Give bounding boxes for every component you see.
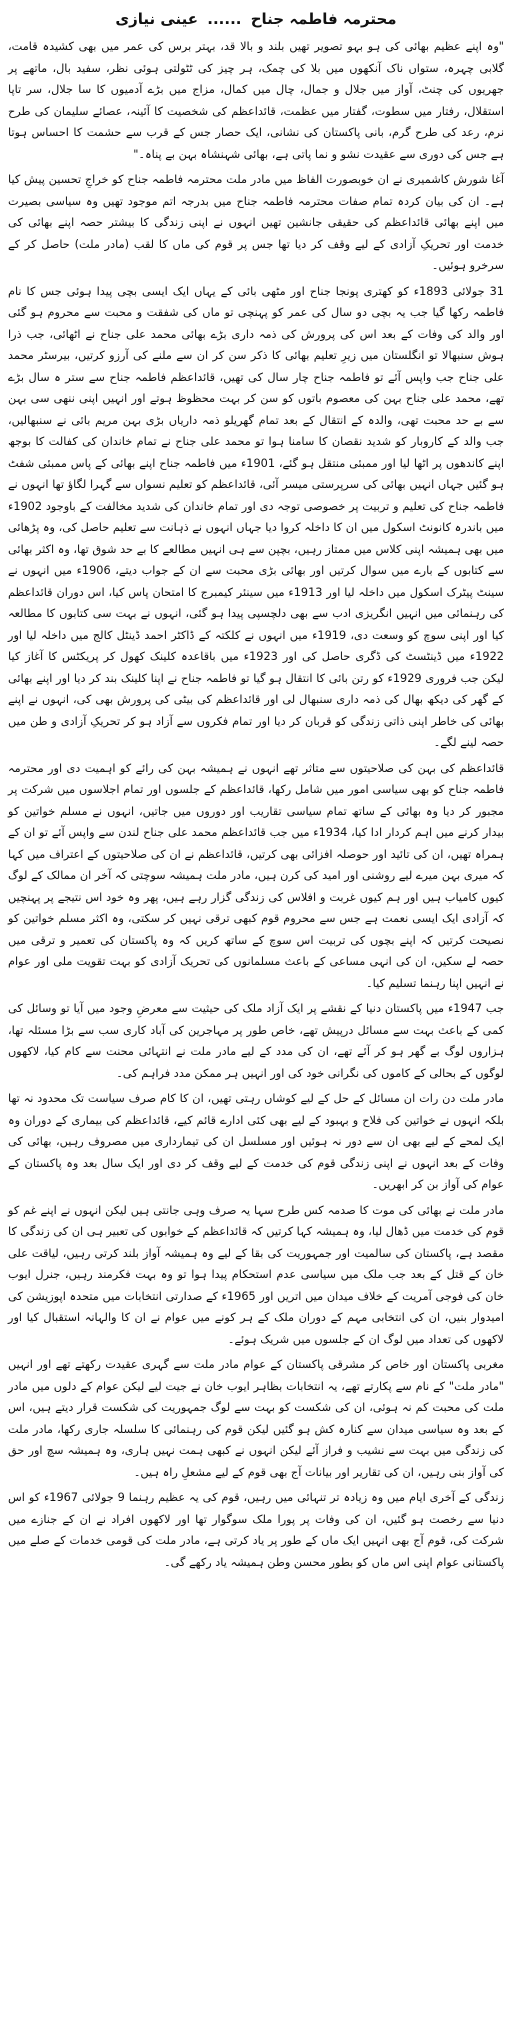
article-paragraph: مادر ملت دن رات ان مسائل کے حل کے لیے کوشاں رہتی تھیں، ان کا کام صرف سیاست تک محدود نہ تھا بلکہ انہوں نے خواتین کی فلاح و بہبود کے لیے بھی کئی ادارے قائم کیے، قائداعظم کی بیماری کے دوران وہ ایک لمحے کے لیے بھی ان سے دور نہ ہوئیں اور مسلسل ان کی تیمارداری میں مصروف رہیں، بھائی کی وفات کے بعد انہوں نے اپنی زندگی قوم کی خدمت کے لیے وقف کر دی اور ایک سال بعد وہ پاکستان کے عوام کی آواز بن کر ابھریں۔ bbox=[8, 1092, 504, 1191]
article-paragraph: جب 1947ء میں پاکستان دنیا کے نقشے پر ایک آزاد ملک کی حیثیت سے معرضِ وجود میں آیا تو وسائل کی کمی کے باعث بہت سے مسائل درپیش تھے، خاص طور پر مہاجرین کی آباد کاری سب سے بڑا مسئلہ تھا، ہزاروں لوگ بے گھر ہو کر آئے تھے، ان کی مدد کے لیے مادر ملت نے انتہائی محنت سے کام کیا، لاکھوں لوگوں کے بحالی کے کاموں کی نگرانی خود کی اور انہیں ہر ممکن مدد فراہم کی۔ bbox=[8, 1002, 504, 1080]
article-body bbox=[8, 36, 504, 1573]
article-paragraph: زندگی کے آخری ایام میں وہ زیادہ تر تنہائی میں رہیں، قوم کی یہ عظیم رہنما 9 جولائی 1967ء کو اس دنیا سے رخصت ہو گئیں، ان کی وفات پر پورا ملک سوگوار تھا اور لاکھوں افراد نے ان کے جنازے میں شرکت کی، قوم آج بھی انہیں ایک ماں کے طور پر یاد کرتی ہے، مادر ملت کی قومی خدمات کے صلے میں پاکستانی عوام اپنی اس ماں کو بطور محسن وطن ہمیشہ یاد رکھے گی۔ bbox=[8, 1491, 504, 1569]
article-paragraph: 31 جولائی 1893ء کو کھتری پونجا جناح اور مٹھی بائی کے یہاں ایک ایسی بچی پیدا ہوئی جس کا نام فاطمہ رکھا گیا جب یہ بچی دو سال کی عمر کو پہنچی تو ماں کی شفقت و محبت سے محروم ہو گئی اور والد کی وفات کے بعد اس کی پرورش کی ذمہ داری بڑے بھائی محمد علی جناح نے اٹھائی، جب ذرا ہوش سنبھالا تو انگلستان میں زیرِ تعلیم بھائی کا ذکر سن کر ان سے ملنے کی آرزو کرتیں، بیرسٹر محمد علی جناح جب واپس آئے تو فاطمہ جناح چار سال کی تھیں، قائداعظم فاطمہ جناح سے ستر ہ سال بڑے تھے، محمد علی جناح بہن کی معصوم باتوں کو سن کر بہت محظوظ ہوتے اور انہیں اپنی ننھی سی بہن سے بے حد محبت تھی، والدہ کے انتقال کے بعد تمام گھریلو ذمہ داریاں بڑی بہن مریم بائی نے سنبھالیں، جب والد کے کاروبار کو شدید نقصان کا سامنا ہوا تو محمد علی جناح نے تمام خاندان کی کفالت کا بوجھ اپنے کاندھوں پر اٹھا لیا اور ممبئی منتقل ہو گئے، 1901ء میں فاطمہ جناح اپنے بھائی کے پاس ممبئی شفٹ ہو گئیں جہاں انہیں بھائی کی سرپرستی میسر آئی، قائداعظم کو تعلیم نسواں سے گہرا لگاؤ تھا انہوں نے فاطمہ جناح کی تعلیم و تربیت پر خصوصی توجہ دی اور تمام خاندان کی شدید مخالفت کے باوجود 1902ء میں باندرہ کانونٹ اسکول میں ان کا داخلہ کروا دیا جہاں انہوں نے ذہانت سے تعلیم حاصل کی، وہ پڑھائی میں بھی ہمیشہ اپنی کلاس میں ممتاز رہیں، بچپن سے ہی انہیں مطالعے کا بے حد شوق تھا، وہ اکثر بھائی سے کتابوں کے بارے میں سوال کرتیں اور بھائی بڑی محبت سے ان کے جواب دیتے، 1906ء میں انہوں نے سینٹ پیٹرک اسکول میں داخلہ لیا اور 1913ء میں سینئر کیمبرج کا امتحان پاس کیا، اس دوران قائداعظم کی رہنمائی میں انہیں انگریزی ادب سے بھی دلچسپی پیدا ہو گئی، انہوں نے بہت سی کتابوں کا مطالعہ کیا اور اپنی سوچ کو وسعت دی، 1919ء میں انہوں نے کلکتہ کے ڈاکٹر احمد ڈینٹل کالج میں داخلہ لیا اور 1922ء میں ڈینٹسٹ کی ڈگری حاصل کی اور 1923ء میں باقاعدہ کلینک کھول کر پریکٹس کا آغاز کیا لیکن جب فروری 1929ء کو رتن بائی کا انتقال ہو گیا تو فاطمہ جناح نے اپنا کلینک بند کر دیا اور اپنے بھائی کے گھر کی دیکھ بھال کی ذمہ داری سنبھال لی اور قائداعظم کی بیٹی کی پرورش بھی کی، انہوں نے اپنے بھائی کی خاطر اپنی ذاتی زندگی کو قربان کر دیا اور تمام فکروں سے آزاد ہو کر تحریکِ آزادی و طن میں حصہ لینے لگے۔ bbox=[8, 284, 505, 749]
article-title: محترمہ فاطمہ جناح bbox=[250, 10, 397, 28]
article-paragraph: آغا شورش کاشمیری نے ان خوبصورت الفاظ میں مادر ملت محترمہ فاطمہ جناح کو خراجِ تحسین پیش کیا ہے۔ ان کی بیان کردہ تمام صفات محترمہ فاطمہ جناح میں بدرجہ اتم موجود تھیں وہ سیاسی بصیرت میں اپنے بھائی قائداعظم کی حقیقی جانشین تھیں انہوں نے اپنی زندگی کا بیشتر حصہ اپنے بھائی کی خدمت اور تحریکِ آزادی کے لیے وقف کر دیا تھا جس پر قوم کی ماں کا لقب (مادر ملت) حاصل کر کے سرخرو ہوئیں۔ bbox=[8, 173, 504, 272]
article-paragraph-quote: "وہ اپنے عظیم بھائی کی ہو بہو تصویر تھیں بلند و بالا قد، بہتر برس کی عمر میں بھی کشیدہ قامت، گلابی چہرہ، ستواں ناک آنکھوں میں بلا کی چمک، ہر چیز کی ٹٹولتی ہوئی نظر، سفید بال، ماتھے پر جھریوں کی چنٹ، آواز میں جلال و جمال، چال میں کمال، مزاج میں بڑے آدمیوں کا سا جلال، سر تاپا استقلال، رفتار میں سطوت، گفتار میں عظمت، قائداعظم کی شخصیت کا آئینہ، عصائے سلیمان کی طرح نرم، رعد کی طرح گرم، بانی پاکستان کی نشانی، ایک حصار جس کے قرب سے حشمت کا احساس ہوتا ہے جس کی دوری سے عقیدت نشو و نما پاتی ہے، بھائی شہنشاہ بہن بے پناہ۔" bbox=[8, 40, 504, 161]
title-separator: ...... bbox=[207, 10, 242, 28]
article-paragraph: قائداعظم کی بہن کی صلاحیتوں سے متاثر تھے انہوں نے ہمیشہ بہن کی رائے کو اہمیت دی اور محترمہ فاطمہ جناح کو بھی سیاسی امور میں شامل رکھا، قائداعظم کے جلسوں اور تمام اجلاسوں میں شرکت پر مجبور کر دیا وہ بھائی کے ساتھ تمام سیاسی تقاریب اور دوروں میں جاتیں، انہوں نے مسلم خواتین کو بیدار کرنے میں اہم کردار ادا کیا، 1934ء میں جب قائداعظم محمد علی جناح لندن سے واپس آئے تو ان کے ہمراہ تھیں، ان کی تائید اور حوصلہ افزائی بھی کرتیں، قائداعظم نے ان کی صلاحیتوں کے اعتراف میں کہا کہ میری بہن میرے لیے روشنی اور امید کی کرن ہیں، مادر ملت ہمیشہ سوچتی کہ آخر ان ممالک کے لوگ کیوں کامیاب ہیں اور ہم کیوں غربت و افلاس کی زندگی گزار رہے ہیں، پھر وہ خود اس نتیجے پر پہنچیں کہ آزادی ایک ایسی نعمت ہے جس سے محروم قوم کبھی ترقی نہیں کر سکتی، وہ اکثر مسلم خواتین کو نصیحت کرتیں کہ اپنے بچوں کی تربیت اس سوچ کے ساتھ کریں کہ وہ پاکستان کی تعمیر و ترقی میں حصہ لے سکیں، ان کی انہی مساعی کے باعث مسلمانوں کی تحریک آزادی کو بہت تقویت ملی اور عوام نے انہیں اپنا رہنما تسلیم کیا۔ bbox=[8, 761, 504, 990]
article-paragraph: مغربی پاکستان اور خاص کر مشرقی پاکستان کے عوام مادر ملت سے گہری عقیدت رکھتے تھے اور انہیں "مادر ملت" کے نام سے پکارتے تھے، یہ انتخابات بظاہر ایوب خان نے جیت لیے لیکن عوام کے دلوں میں مادر ملت کی محبت کم نہ ہوئی، ان کی شکست کو بہت سے لوگ جمہوریت کی شکست قرار دیتے ہیں، اس کے بعد وہ سیاسی میدان سے کنارہ کش ہو گئیں لیکن قوم کی رہنمائی کا سلسلہ جاری رکھا، مادر ملت کی زندگی میں بہت سے نشیب و فراز آئے لیکن انہوں نے کبھی ہمت نہیں ہاری، وہ ہمیشہ سچ اور حق کی آواز بنی رہیں، ان کی تقاریر اور بیانات آج بھی قوم کے لیے مشعلِ راہ ہیں۔ bbox=[8, 1358, 504, 1479]
article-headline bbox=[8, 8, 504, 30]
article-paragraph: مادر ملت نے بھائی کی موت کا صدمہ کس طرح سہا یہ صرف وہی جانتی ہیں لیکن انہوں نے اپنے غم کو قوم کی خدمت میں ڈھال لیا، وہ ہمیشہ کہا کرتیں کہ قائداعظم کے خوابوں کی تعبیر ہی ان کی زندگی کا مقصد ہے، پاکستان کی سالمیت اور جمہوریت کی بقا کے لیے وہ ہمیشہ آواز بلند کرتی رہیں، لیاقت علی خان کے قتل کے بعد جب ملک میں سیاسی عدم استحکام پیدا ہوا تو وہ بہت فکرمند رہیں، جنرل ایوب خان کی فوجی آمریت کے خلاف میدان میں اتریں اور 1965ء کے صدارتی انتخابات میں متحدہ اپوزیشن کی امیدوار بنیں، ان کی انتخابی مہم کے دوران ملک کے ہر کونے میں عوام نے ان کا والہانہ استقبال کیا اور لاکھوں کی تعداد میں لوگ ان کے جلسوں میں شریک ہوئے۔ bbox=[8, 1203, 504, 1346]
article-author: عینی نیازی bbox=[115, 10, 199, 28]
